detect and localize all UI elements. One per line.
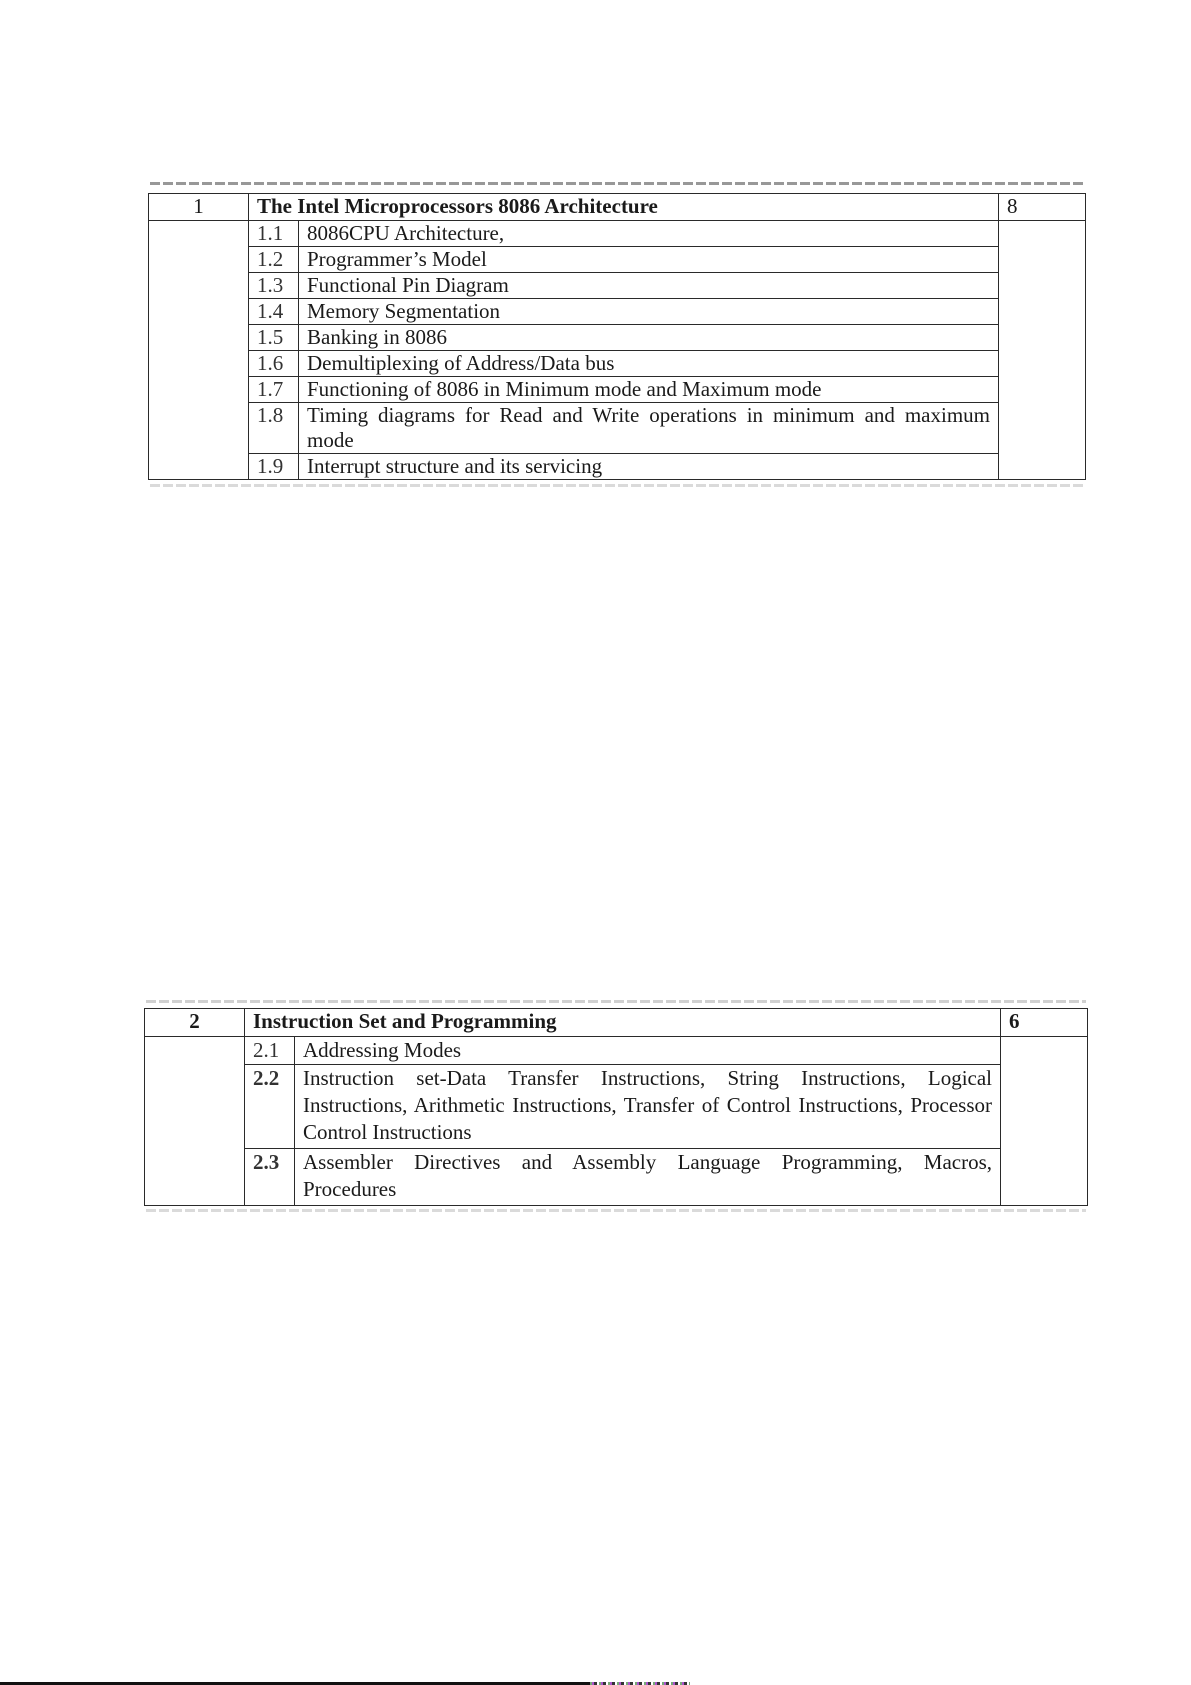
topic-row bbox=[149, 403, 1086, 454]
module-number: 1 bbox=[149, 194, 249, 221]
module-2-table bbox=[144, 1008, 1088, 1206]
topic-number: 1.8 bbox=[249, 403, 299, 454]
topic-text: Assembler Directives and Assembly Language Programming, Macros, Procedures bbox=[295, 1149, 1001, 1206]
topic-text: 8086CPU Architecture, bbox=[299, 221, 999, 247]
topic-text: Interrupt structure and its servicing bbox=[299, 454, 999, 480]
module-number: 2 bbox=[145, 1009, 245, 1037]
cropped-header-row-fragment bbox=[150, 181, 1085, 187]
module-title: Instruction Set and Programming bbox=[245, 1009, 1001, 1037]
topic-number: 1.4 bbox=[249, 299, 299, 325]
topic-text: Timing diagrams for Read and Write operations in minimum and maximum mode bbox=[299, 403, 999, 454]
topic-number: 2.1 bbox=[245, 1037, 295, 1065]
topic-text: Demultiplexing of Address/Data bus bbox=[299, 351, 999, 377]
topic-number: 1.1 bbox=[249, 221, 299, 247]
topic-number: 1.3 bbox=[249, 273, 299, 299]
module-title: The Intel Microprocessors 8086 Architecture bbox=[249, 194, 999, 221]
topic-row bbox=[149, 221, 1086, 247]
module-hours: 6 bbox=[1001, 1009, 1088, 1037]
module-spacer-cell bbox=[145, 1037, 245, 1206]
module-1-header-row bbox=[149, 194, 1086, 221]
cropped-header-row-fragment bbox=[146, 999, 1086, 1005]
topic-number: 2.2 bbox=[245, 1065, 295, 1149]
topic-text: Functioning of 8086 in Minimum mode and Maximum mode bbox=[299, 377, 999, 403]
topic-row bbox=[149, 247, 1086, 273]
hours-spacer-cell bbox=[1001, 1037, 1088, 1206]
hours-spacer-cell bbox=[999, 221, 1086, 480]
topic-number: 1.2 bbox=[249, 247, 299, 273]
topic-number: 1.6 bbox=[249, 351, 299, 377]
module-1-table bbox=[148, 193, 1086, 480]
cropped-next-row-fragment bbox=[150, 483, 1085, 489]
topic-number: 2.3 bbox=[245, 1149, 295, 1206]
topic-text: Functional Pin Diagram bbox=[299, 273, 999, 299]
cropped-next-row-fragment bbox=[146, 1208, 1086, 1214]
topic-row bbox=[145, 1065, 1088, 1149]
module-2-header-row bbox=[145, 1009, 1088, 1037]
topic-row bbox=[149, 299, 1086, 325]
topic-row bbox=[149, 325, 1086, 351]
topic-row bbox=[149, 454, 1086, 480]
topic-row bbox=[149, 351, 1086, 377]
module-spacer-cell bbox=[149, 221, 249, 480]
topic-row bbox=[149, 377, 1086, 403]
topic-text: Programmer’s Model bbox=[299, 247, 999, 273]
topic-number: 1.9 bbox=[249, 454, 299, 480]
topic-row bbox=[145, 1037, 1088, 1065]
topic-text: Memory Segmentation bbox=[299, 299, 999, 325]
module-hours: 8 bbox=[999, 194, 1086, 221]
topic-row bbox=[145, 1149, 1088, 1206]
topic-row bbox=[149, 273, 1086, 299]
topic-text: Addressing Modes bbox=[295, 1037, 1001, 1065]
topic-number: 1.5 bbox=[249, 325, 299, 351]
topic-text: Instruction set-Data Transfer Instructions, String Instructions, Logical Instructions, Arithmetic Instructions, Transfer of Control Instructions, Processor Control Instructions bbox=[295, 1065, 1001, 1149]
topic-number: 1.7 bbox=[249, 377, 299, 403]
topic-text: Banking in 8086 bbox=[299, 325, 999, 351]
